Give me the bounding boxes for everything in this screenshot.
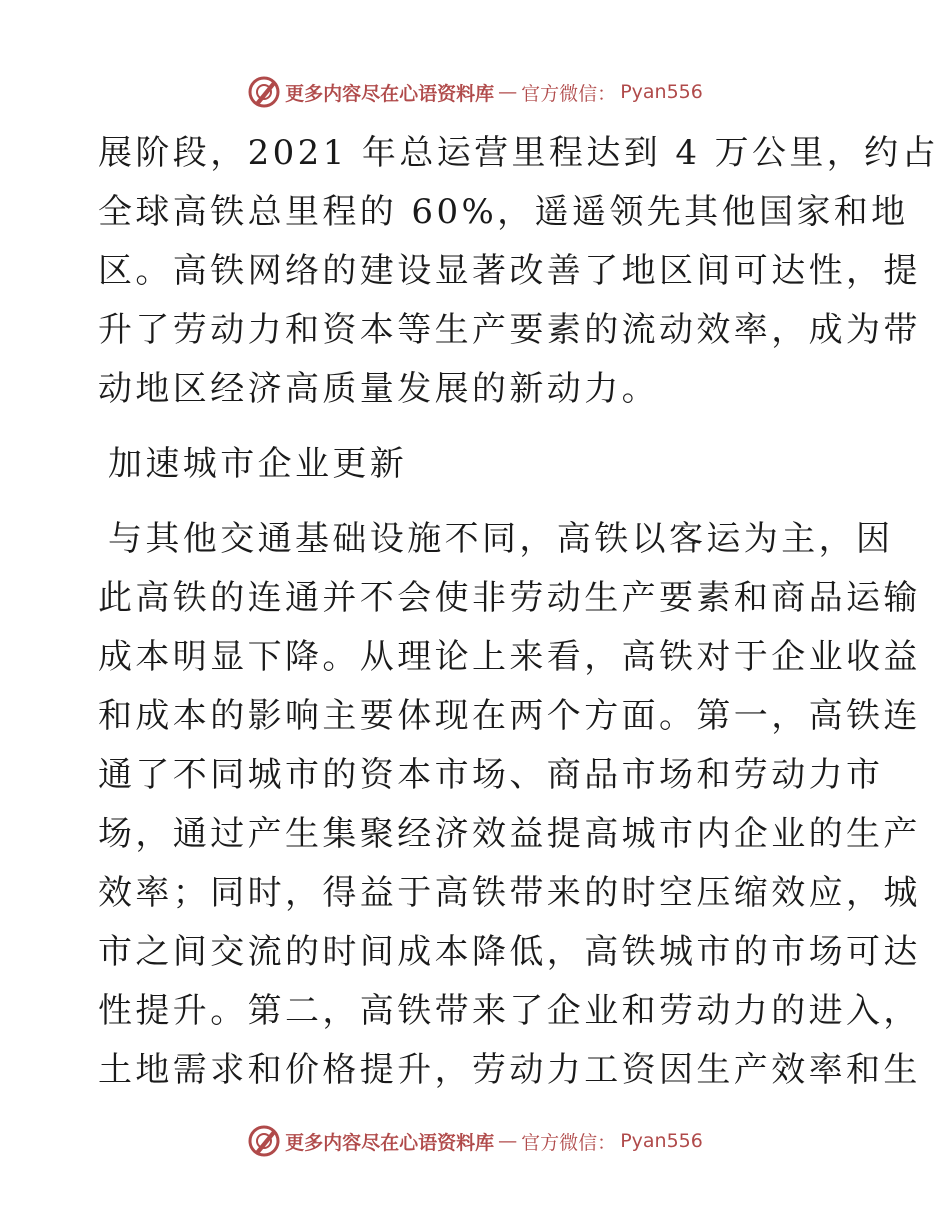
text-line: 动地区经济高质量发展的新动力。 bbox=[98, 369, 659, 409]
watermark-contact-label: 官方微信： bbox=[521, 82, 617, 105]
watermark-contact-id: Pyan556 bbox=[620, 81, 703, 103]
text-line: 展阶段，2021 年总运营里程达到 4 万公里，约占 bbox=[98, 133, 939, 173]
document-body bbox=[98, 124, 939, 1100]
text-line: 效率；同时，得益于高铁带来的时空压缩效应，城 bbox=[98, 873, 921, 913]
watermark-separator: — bbox=[498, 81, 518, 103]
text-line: 全球高铁总里程的 60%，遥遥领先其他国家和地 bbox=[98, 192, 909, 232]
watermark-main-text: 更多内容尽在心语资料库 bbox=[285, 82, 495, 105]
quill-logo-icon bbox=[247, 1124, 281, 1158]
text-line: 性提升。第二，高铁带来了企业和劳动力的进入， bbox=[98, 991, 921, 1031]
watermark-contact-label: 官方微信： bbox=[521, 1131, 617, 1154]
header-watermark bbox=[0, 72, 950, 112]
watermark-separator: — bbox=[498, 1130, 518, 1152]
text-line: 成本明显下降。从理论上来看，高铁对于企业收益 bbox=[98, 637, 921, 677]
text-line: 土地需求和价格提升，劳动力工资因生产效率和生 bbox=[98, 1050, 921, 1090]
paragraph-gap bbox=[98, 494, 858, 510]
paragraph-intro bbox=[98, 124, 939, 419]
text-line: 升了劳动力和资本等生产要素的流动效率，成为带 bbox=[98, 310, 921, 350]
watermark-contact-id: Pyan556 bbox=[620, 1130, 703, 1152]
text-line: 此高铁的连通并不会使非劳动生产要素和商品运输 bbox=[98, 578, 921, 618]
text-line: 区。高铁网络的建设显著改善了地区间可达性，提 bbox=[98, 251, 921, 291]
text-line: 通了不同城市的资本市场、商品市场和劳动力市 bbox=[98, 755, 884, 795]
paragraph-body bbox=[98, 510, 921, 1100]
text-line: 与其他交通基础设施不同，高铁以客运为主，因 bbox=[108, 519, 894, 559]
paragraph-gap bbox=[98, 419, 858, 435]
quill-logo-icon bbox=[247, 75, 281, 109]
text-line: 和成本的影响主要体现在两个方面。第一，高铁连 bbox=[98, 696, 921, 736]
section-heading bbox=[98, 435, 858, 494]
text-line: 场，通过产生集聚经济效益提高城市内企业的生产 bbox=[98, 814, 921, 854]
heading-text: 加速城市企业更新 bbox=[108, 444, 408, 484]
footer-watermark bbox=[0, 1121, 950, 1161]
text-line: 市之间交流的时间成本降低，高铁城市的市场可达 bbox=[98, 932, 921, 972]
watermark-main-text: 更多内容尽在心语资料库 bbox=[285, 1131, 495, 1154]
